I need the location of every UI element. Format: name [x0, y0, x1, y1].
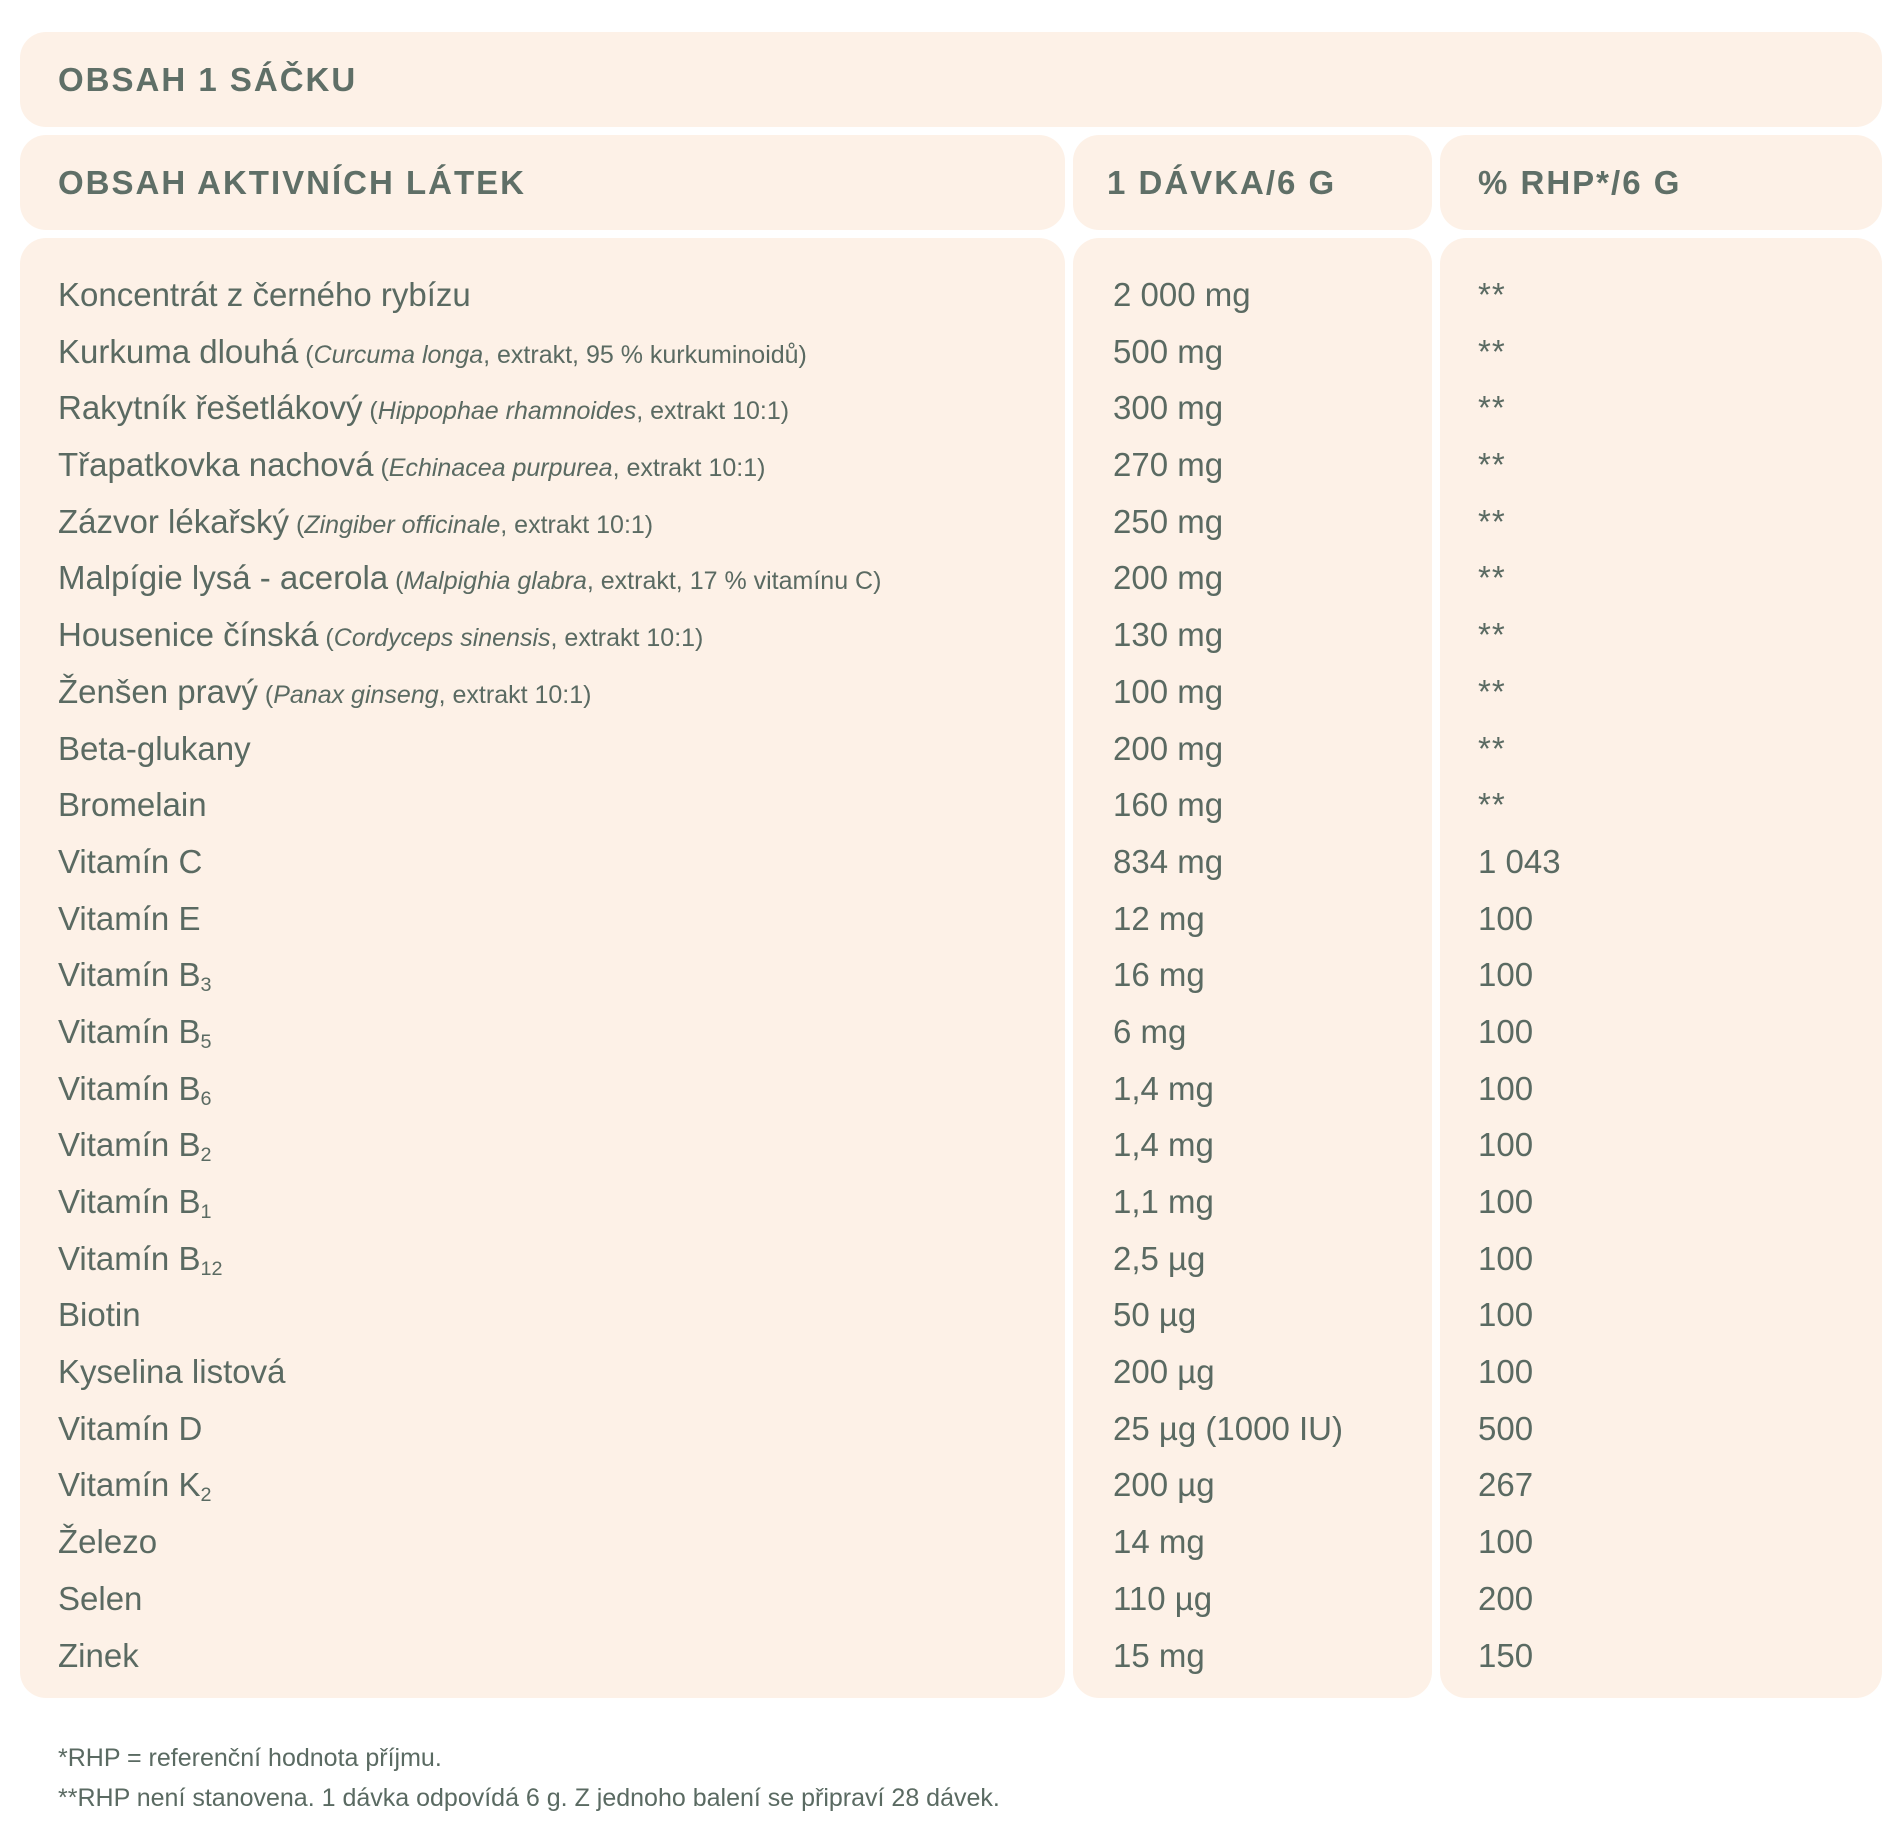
header-cell-dose [1073, 135, 1432, 230]
substance-name: Třapatkovka nachová (Echinacea purpurea, extrakt 10:1) [58, 446, 766, 484]
substance-note: , extrakt 10:1) [636, 397, 790, 426]
substance-name-text: Zinek [58, 1636, 139, 1674]
dose-value: 160 mg [1113, 786, 1224, 824]
dose-value: 12 mg [1113, 899, 1205, 937]
dose-value: 1,1 mg [1113, 1183, 1214, 1220]
column-substances [20, 238, 1065, 1698]
dose-value: 2,5 µg [1113, 1239, 1206, 1277]
dose-value: 6 mg [1113, 1012, 1187, 1050]
rhp-value: 100 [1478, 1239, 1534, 1277]
footnote-rhp-not-set: **RHP není stanovena. 1 dávka odpovídá 6 g. Z jednoho balení se připraví 28 dávek. [58, 1784, 1000, 1812]
table-title-panel [20, 32, 1882, 127]
substance-name: Ženšen pravý (Panax ginseng, extrakt 10:1) [58, 672, 592, 710]
rhp-value: ** [1478, 276, 1506, 313]
substance-note: , extrakt, 95 % kurkuminoidů) [483, 340, 807, 369]
column-dose [1073, 238, 1432, 1698]
rhp-value: ** [1478, 672, 1506, 710]
substance-note: , extrakt 10:1) [612, 454, 766, 483]
substance-subscript: 3 [200, 974, 212, 997]
substance-name [58, 1061, 881, 1118]
substance-latin-name: Echinacea purpurea [388, 454, 613, 483]
substance-subscript: 6 [200, 1087, 212, 1110]
header-rhp-label: % RHP*/6 G [1478, 164, 1682, 201]
rhp-value: 100 [1478, 956, 1534, 994]
substance-subscript: 5 [200, 1030, 212, 1053]
substance-latin-name: Curcuma longa [313, 340, 484, 369]
substance-note: , extrakt 10:1) [550, 624, 704, 653]
substance-name-text: Třapatkovka nachová [58, 446, 374, 484]
header-dose-label: 1 DÁVKA/6 G [1107, 164, 1337, 201]
substance-name [58, 1571, 881, 1628]
substance-name [58, 1117, 881, 1174]
footnote-rhp-definition: *RHP = referenční hodnota příjmu. [58, 1744, 442, 1772]
rhp-list [1478, 267, 1561, 1684]
dose-value: 250 mg [1113, 502, 1224, 540]
rhp-value: 267 [1478, 1466, 1534, 1504]
substance-name-text: Vitamín D [58, 1409, 203, 1447]
substance-name-text: Kurkuma dlouhá [58, 332, 299, 370]
substance-name [58, 1231, 881, 1288]
rhp-value: ** [1478, 786, 1506, 824]
substance-name-text: Koncentrát z černého rybízu [58, 276, 471, 313]
rhp-value: 200 [1478, 1579, 1534, 1617]
substance-name-text: Vitamín B [58, 1012, 201, 1050]
substance-note: , extrakt, 17 % vitamínu C) [586, 567, 882, 596]
dose-value: 1,4 mg [1113, 1069, 1214, 1107]
substance-name-text: Ženšen pravý [58, 672, 258, 710]
substance-latin-name: Panax ginseng [273, 680, 439, 709]
dose-value: 200 µg [1113, 1353, 1215, 1391]
substance-name-text: Rakytník řešetlákový [58, 389, 363, 427]
substance-name [58, 1004, 881, 1061]
substance-name-text: Vitamín B [58, 956, 201, 994]
dose-value: 200 mg [1113, 729, 1224, 767]
substance-name-text: Selen [58, 1579, 143, 1617]
header-cell-rhp [1440, 135, 1882, 230]
substance-name-text: Housenice čínská [58, 616, 319, 654]
substance-name-text: Bromelain [58, 786, 207, 824]
substance-name [58, 1628, 881, 1685]
substance-subscript: 2 [200, 1484, 212, 1507]
substance-subscript: 2 [200, 1144, 212, 1167]
rhp-value: 100 [1478, 1296, 1534, 1334]
rhp-value: ** [1478, 446, 1506, 484]
substance-name [58, 721, 881, 778]
dose-value: 834 mg [1113, 842, 1224, 880]
substance-name-text: Vitamín C [58, 842, 203, 880]
substance-latin-name: Malpighia glabra [403, 567, 587, 596]
header-cell-substances [20, 135, 1065, 230]
substance-name-text: Vitamín E [58, 899, 201, 937]
rhp-value: 1 043 [1478, 842, 1561, 880]
substance-name [58, 834, 881, 891]
dose-value: 130 mg [1113, 616, 1224, 654]
substance-note: , extrakt 10:1) [500, 510, 654, 539]
substance-name-text: Beta-glukany [58, 729, 251, 767]
rhp-value: 100 [1478, 1012, 1534, 1050]
substance-name [58, 1401, 881, 1458]
rhp-value: 100 [1478, 1126, 1534, 1164]
rhp-value: ** [1478, 559, 1506, 597]
substance-subscript: 1 [200, 1201, 212, 1223]
dose-value: 500 mg [1113, 332, 1224, 370]
substance-note: , extrakt 10:1) [438, 680, 592, 709]
dose-value: 14 mg [1113, 1523, 1205, 1561]
dose-value: 200 mg [1113, 559, 1224, 597]
dose-value: 100 mg [1113, 672, 1224, 710]
substance-name [58, 947, 881, 1004]
dose-value: 25 µg (1000 IU) [1113, 1409, 1343, 1447]
substance-name [58, 1287, 881, 1344]
substance-name-text: Vitamín K [58, 1466, 201, 1504]
rhp-value: ** [1478, 332, 1506, 370]
dose-value: 15 mg [1113, 1636, 1205, 1674]
footnotes [58, 1738, 1000, 1818]
rhp-value: 500 [1478, 1409, 1534, 1447]
substance-name [58, 1174, 881, 1231]
dose-value: 110 µg [1113, 1579, 1213, 1617]
header-substances-label: OBSAH AKTIVNÍCH LÁTEK [58, 164, 526, 201]
dose-value: 300 mg [1113, 389, 1224, 427]
substance-subscript: 12 [200, 1257, 223, 1280]
substance-name: Kurkuma dlouhá (Curcuma longa, extrakt, 95 % kurkuminoidů) [58, 332, 807, 370]
substance-latin-name: Zingiber officinale [304, 510, 501, 539]
substance-name [58, 1457, 881, 1514]
substance-name-text: Vitamín B [58, 1239, 201, 1277]
dose-value: 1,4 mg [1113, 1126, 1214, 1164]
substance-list [58, 267, 881, 1684]
substance-latin-name: Hippophae rhamnoides [377, 397, 637, 426]
rhp-value: 100 [1478, 1523, 1534, 1561]
dose-value: 270 mg [1113, 446, 1224, 484]
substance-name-text: Vitamín B [58, 1069, 201, 1107]
substance-name: Zázvor lékařský (Zingiber officinale, extrakt 10:1) [58, 502, 654, 540]
rhp-value: 150 [1478, 1636, 1534, 1674]
rhp-value: ** [1478, 502, 1506, 540]
rhp-value: 100 [1478, 1069, 1534, 1107]
rhp-value: ** [1478, 389, 1506, 427]
rhp-value: 100 [1478, 899, 1534, 937]
column-rhp [1440, 238, 1882, 1698]
substance-name: Rakytník řešetlákový (Hippophae rhamnoides, extrakt 10:1) [58, 389, 790, 427]
substance-name [58, 1344, 881, 1401]
dose-value: 200 µg [1113, 1466, 1215, 1504]
rhp-value: 100 [1478, 1183, 1534, 1220]
substance-name [58, 891, 881, 948]
substance-name-text: Železo [58, 1523, 158, 1561]
dose-value: 16 mg [1113, 956, 1205, 994]
dose-value: 50 µg [1113, 1296, 1197, 1334]
rhp-value: 100 [1478, 1353, 1534, 1391]
substance-latin-name: Cordyceps sinensis [333, 624, 551, 653]
dose-value: 2 000 mg [1113, 276, 1251, 313]
substance-name-text: Biotin [58, 1296, 141, 1334]
rhp-value: ** [1478, 729, 1506, 767]
substance-name [58, 1514, 881, 1571]
rhp-value: ** [1478, 616, 1506, 654]
substance-name-text: Vitamín B [58, 1183, 201, 1220]
substance-name [58, 777, 881, 834]
substance-name: Housenice čínská (Cordyceps sinensis, extrakt 10:1) [58, 616, 704, 654]
substance-name-text: Zázvor lékařský [58, 502, 290, 540]
substance-name-text: Vitamín B [58, 1126, 201, 1164]
dose-list [1113, 267, 1343, 1684]
substance-name [58, 267, 881, 324]
table-title: OBSAH 1 SÁČKU [58, 61, 358, 98]
substance-name: Malpígie lysá - acerola (Malpighia glabra, extrakt, 17 % vitamínu C) [58, 559, 882, 597]
substance-name-text: Malpígie lysá - acerola [58, 559, 389, 597]
substance-name-text: Kyselina listová [58, 1353, 286, 1391]
